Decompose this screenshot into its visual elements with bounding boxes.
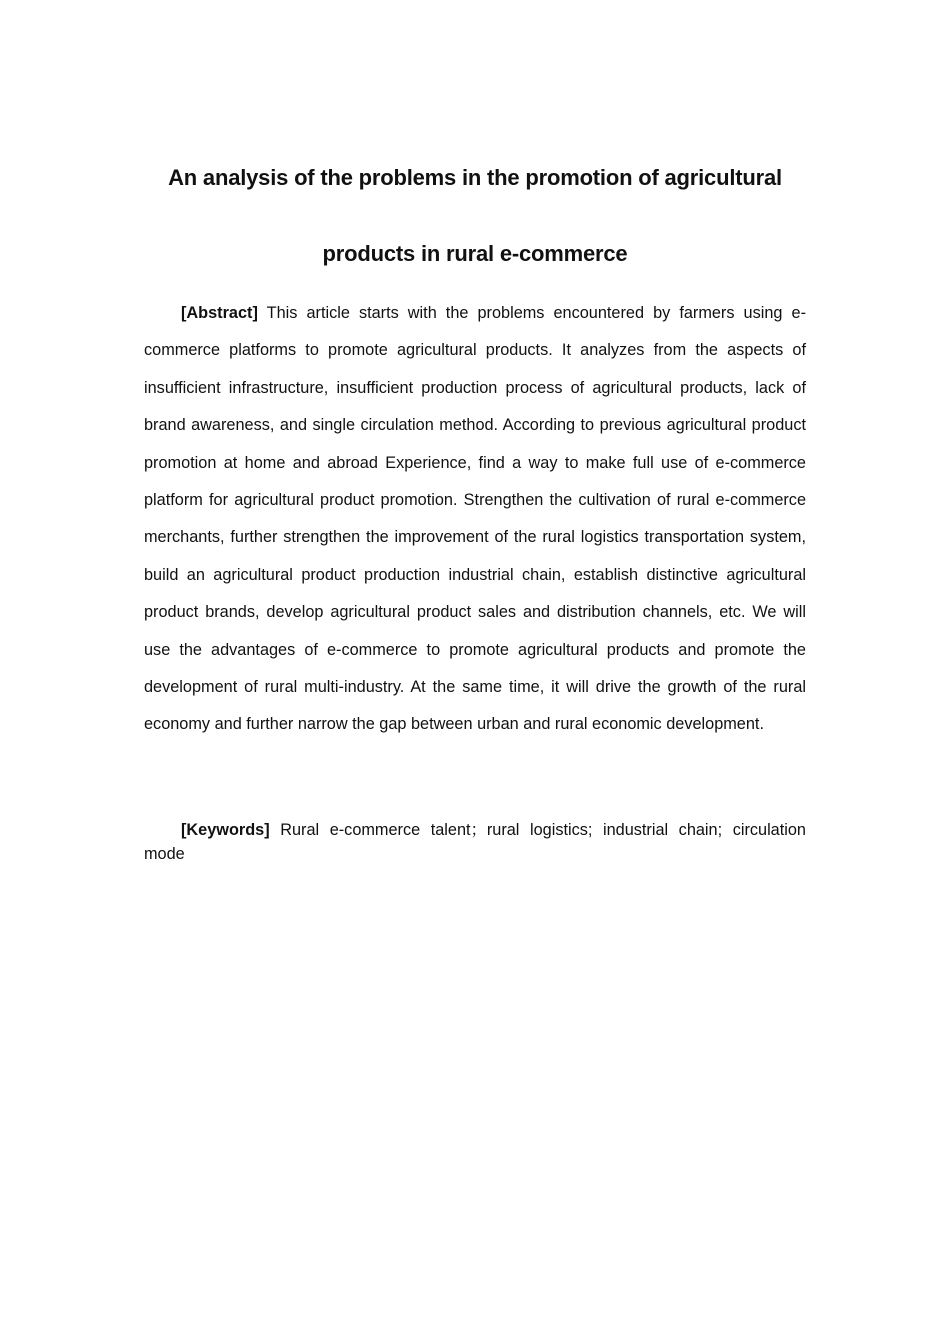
title-line-1: An analysis of the problems in the promotion of agricultural (168, 165, 782, 190)
keywords-label: [Keywords] (181, 821, 270, 839)
abstract-text: This article starts with the problems encountered by farmers using e-commerce platforms to promote agricultural products. It analyzes from the aspects of insufficient infrastructure, insufficient production process of agricultural products, lack of brand awareness, and single circulation method. According to previous agricultural product promotion at home and abroad Experience, find a way to make full use of e-commerce platform for agricultural product promotion. Strengthen the cultivation of rural e-commerce merchants, further strengthen the improvement of the rural logistics transportation system, build an agricultural product production industrial chain, establish distinctive agricultural product brands, develop agricultural product sales and distribution channels, etc. We will use the advantages of e-commerce to promote agricultural products and promote the development of rural multi-industry. At the same time, it will drive the growth of the rural economy and further narrow the gap between urban and rural economic development. (144, 304, 806, 734)
abstract-label: [Abstract] (181, 304, 258, 322)
keywords-paragraph (144, 818, 806, 866)
keywords-text: Rural e-commerce talent；rural logistics; industrial chain; circulation mode (144, 821, 806, 863)
title-line-2: products in rural e-commerce (322, 241, 628, 266)
abstract-paragraph (144, 295, 806, 744)
paper-title (120, 140, 830, 292)
